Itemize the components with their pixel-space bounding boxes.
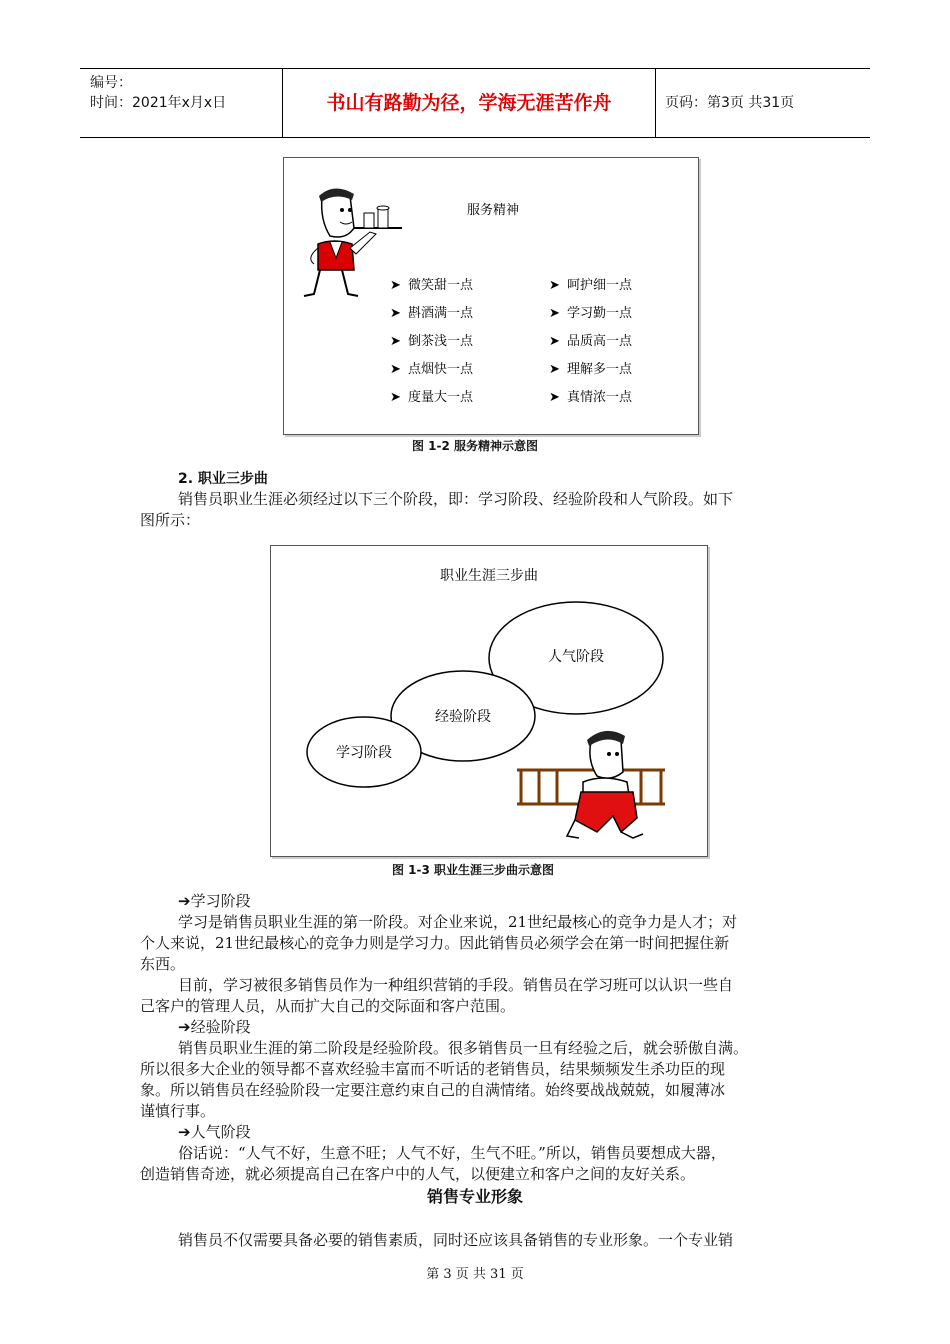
paragraph-line: 己客户的管理人员，从而扩大自己的交际面和客户范围。 xyxy=(140,997,516,1015)
subheading: ➔学习阶段 xyxy=(178,892,251,910)
page-footer: 第 3 页 共 31 页 xyxy=(426,1267,524,1282)
bullet-arrow-icon: ➤ xyxy=(549,306,560,321)
paragraph-line: 创造销售奇迹，就必须提高自己在客户中的人气，以便建立和客户之间的友好关系。 xyxy=(140,1165,696,1183)
paragraph-line: 学习是销售员职业生涯的第一阶段。对企业来说，21世纪最核心的竞争力是人才；对 xyxy=(178,913,738,931)
left-items xyxy=(390,277,474,405)
time-label: 时间：2021年x月x日 xyxy=(90,95,227,111)
number-label: 编号： xyxy=(90,75,132,91)
list-item: 理解多一点 xyxy=(567,362,633,377)
bullet-arrow-icon: ➤ xyxy=(390,334,401,349)
motto: 书山有路勤为径，学海无涯苦作舟 xyxy=(283,69,656,137)
service-spirit-diagram xyxy=(284,158,698,434)
list-item: 学习勤一点 xyxy=(567,306,633,321)
bullet-arrow-icon: ➤ xyxy=(390,362,401,377)
section-title: 销售专业形象 xyxy=(426,1187,523,1206)
paragraph-line: 销售员职业生涯必须经过以下三个阶段，即：学习阶段、经验阶段和人气阶段。如下 xyxy=(178,490,734,508)
list-item: 真情浓一点 xyxy=(567,390,633,405)
paragraph-line: 所以很多大企业的领导都不喜欢经验丰富而不听话的老销售员，结果频频发生杀功臣的现 xyxy=(140,1060,726,1078)
list-item: 品质高一点 xyxy=(567,334,633,349)
page-header xyxy=(80,68,870,138)
ladder-carrier-illustration xyxy=(517,731,665,838)
subheading: ➔人气阶段 xyxy=(178,1123,251,1141)
bullet-arrow-icon: ➤ xyxy=(549,362,560,377)
paragraph-line: 东西。 xyxy=(140,955,186,973)
list-item: 呵护细一点 xyxy=(567,278,633,293)
bullet-arrow-icon: ➤ xyxy=(549,278,560,293)
list-item: 斟酒满一点 xyxy=(408,306,474,321)
figure1-caption: 图 1-2 服务精神示意图 xyxy=(412,439,539,453)
paragraph-line: 俗话说：“人气不好，生意不旺；人气不好，生气不旺。”所以，销售员要想成大器， xyxy=(178,1144,726,1162)
section-heading: 2. 职业三步曲 xyxy=(178,471,268,487)
right-items xyxy=(549,277,633,405)
subheading: ➔经验阶段 xyxy=(178,1018,251,1036)
page-info: 页码：第3页 共31页 xyxy=(665,95,795,111)
figure1-title: 服务精神 xyxy=(466,203,520,218)
paragraph-line: 图所示： xyxy=(140,511,201,529)
figure2-caption: 图 1-3 职业生涯三步曲示意图 xyxy=(392,863,555,877)
paragraph-line: 目前，学习被很多销售员作为一种组织营销的手段。销售员在学习班可以认识一些自 xyxy=(178,976,734,994)
waiter-illustration xyxy=(304,188,402,296)
paragraph-line: 销售员不仅需要具备必要的销售素质，同时还应该具备销售的专业形象。一个专业销 xyxy=(178,1231,734,1249)
stage-label: 经验阶段 xyxy=(435,709,491,725)
career-steps-figure xyxy=(270,545,708,857)
list-item: 点烟快一点 xyxy=(408,362,474,377)
header-left-cell xyxy=(80,69,283,137)
list-item: 度量大一点 xyxy=(408,390,474,405)
bullet-arrow-icon: ➤ xyxy=(549,390,560,405)
bullet-arrow-icon: ➤ xyxy=(549,334,560,349)
paragraph-line: 个人来说，21世纪最核心的竞争力则是学习力。因此销售员必须学会在第一时间把握住新 xyxy=(140,934,730,952)
service-spirit-figure xyxy=(283,157,699,435)
paragraph-line: 象。所以销售员在经验阶段一定要注意约束自己的自满情绪。始终要战战兢兢，如履薄冰 xyxy=(140,1081,726,1099)
paragraph-line: 谨慎行事。 xyxy=(140,1102,216,1120)
figure2-title: 职业生涯三步曲 xyxy=(440,568,538,584)
bullet-arrow-icon: ➤ xyxy=(390,306,401,321)
stage-label: 学习阶段 xyxy=(336,745,392,761)
career-steps-diagram xyxy=(271,546,707,856)
bullet-arrow-icon: ➤ xyxy=(390,390,401,405)
list-item: 微笑甜一点 xyxy=(408,278,474,293)
paragraph-line: 销售员职业生涯的第二阶段是经验阶段。很多销售员一旦有经验之后，就会骄傲自满。 xyxy=(178,1039,749,1057)
list-item: 倒茶浅一点 xyxy=(408,334,474,349)
stage-label: 人气阶段 xyxy=(548,649,604,665)
bullet-arrow-icon: ➤ xyxy=(390,278,401,293)
